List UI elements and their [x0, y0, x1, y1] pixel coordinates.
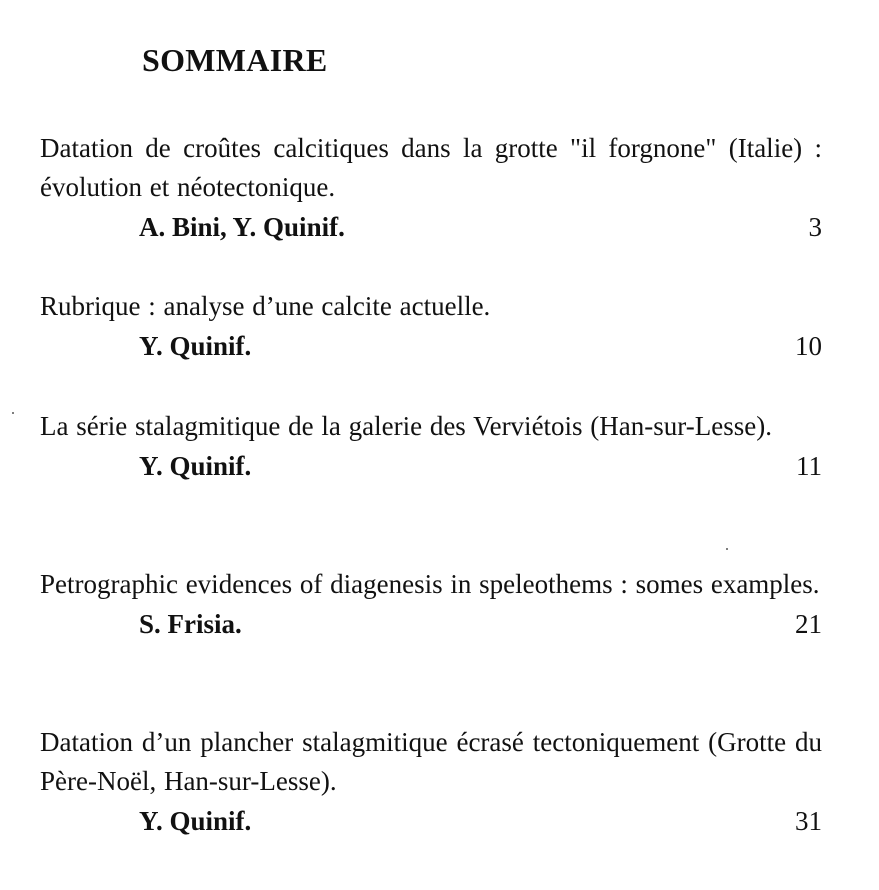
entry-byline — [40, 447, 822, 486]
entry-title: Petrographic evidences of diagenesis in speleothems : somes examples. — [40, 569, 820, 599]
entry-page-number: 11 — [796, 451, 822, 481]
entry-page-number: 3 — [808, 212, 822, 242]
scan-speck — [726, 548, 728, 550]
toc-entry — [40, 565, 822, 644]
entry-byline — [40, 208, 822, 247]
entry-authors: S. Frisia. — [139, 609, 242, 639]
entry-title: La série stalagmitique de la galerie des Verviétois (Han-sur-Lesse). — [40, 411, 772, 441]
toc-entry — [40, 723, 822, 841]
entry-authors: Y. Quinif. — [139, 451, 252, 481]
entry-authors: Y. Quinif. — [139, 331, 252, 361]
entry-authors: Y. Quinif. — [139, 806, 252, 836]
entry-title: Datation d’un plancher stalagmitique écrasé tectoniquement (Grotte du Père-Noël, Han-sur-Lesse). — [40, 727, 822, 796]
entry-byline — [40, 327, 822, 366]
entry-byline — [40, 802, 822, 841]
entry-page-number: 21 — [795, 609, 822, 639]
entry-authors: A. Bini, Y. Quinif. — [139, 212, 345, 242]
entry-title: Rubrique : analyse d’une calcite actuelle. — [40, 291, 491, 321]
entry-page-number: 31 — [795, 806, 822, 836]
scan-speck — [12, 412, 14, 414]
toc-entry — [40, 407, 822, 486]
toc-entry — [40, 287, 822, 366]
entry-byline — [40, 605, 822, 644]
toc-entry — [40, 129, 822, 247]
entry-page-number: 10 — [795, 331, 822, 361]
page-title: SOMMAIRE — [142, 42, 328, 78]
entry-title: Datation de croûtes calcitiques dans la grotte "il forgnone" (Italie) : évolution et néotectonique. — [40, 133, 822, 202]
